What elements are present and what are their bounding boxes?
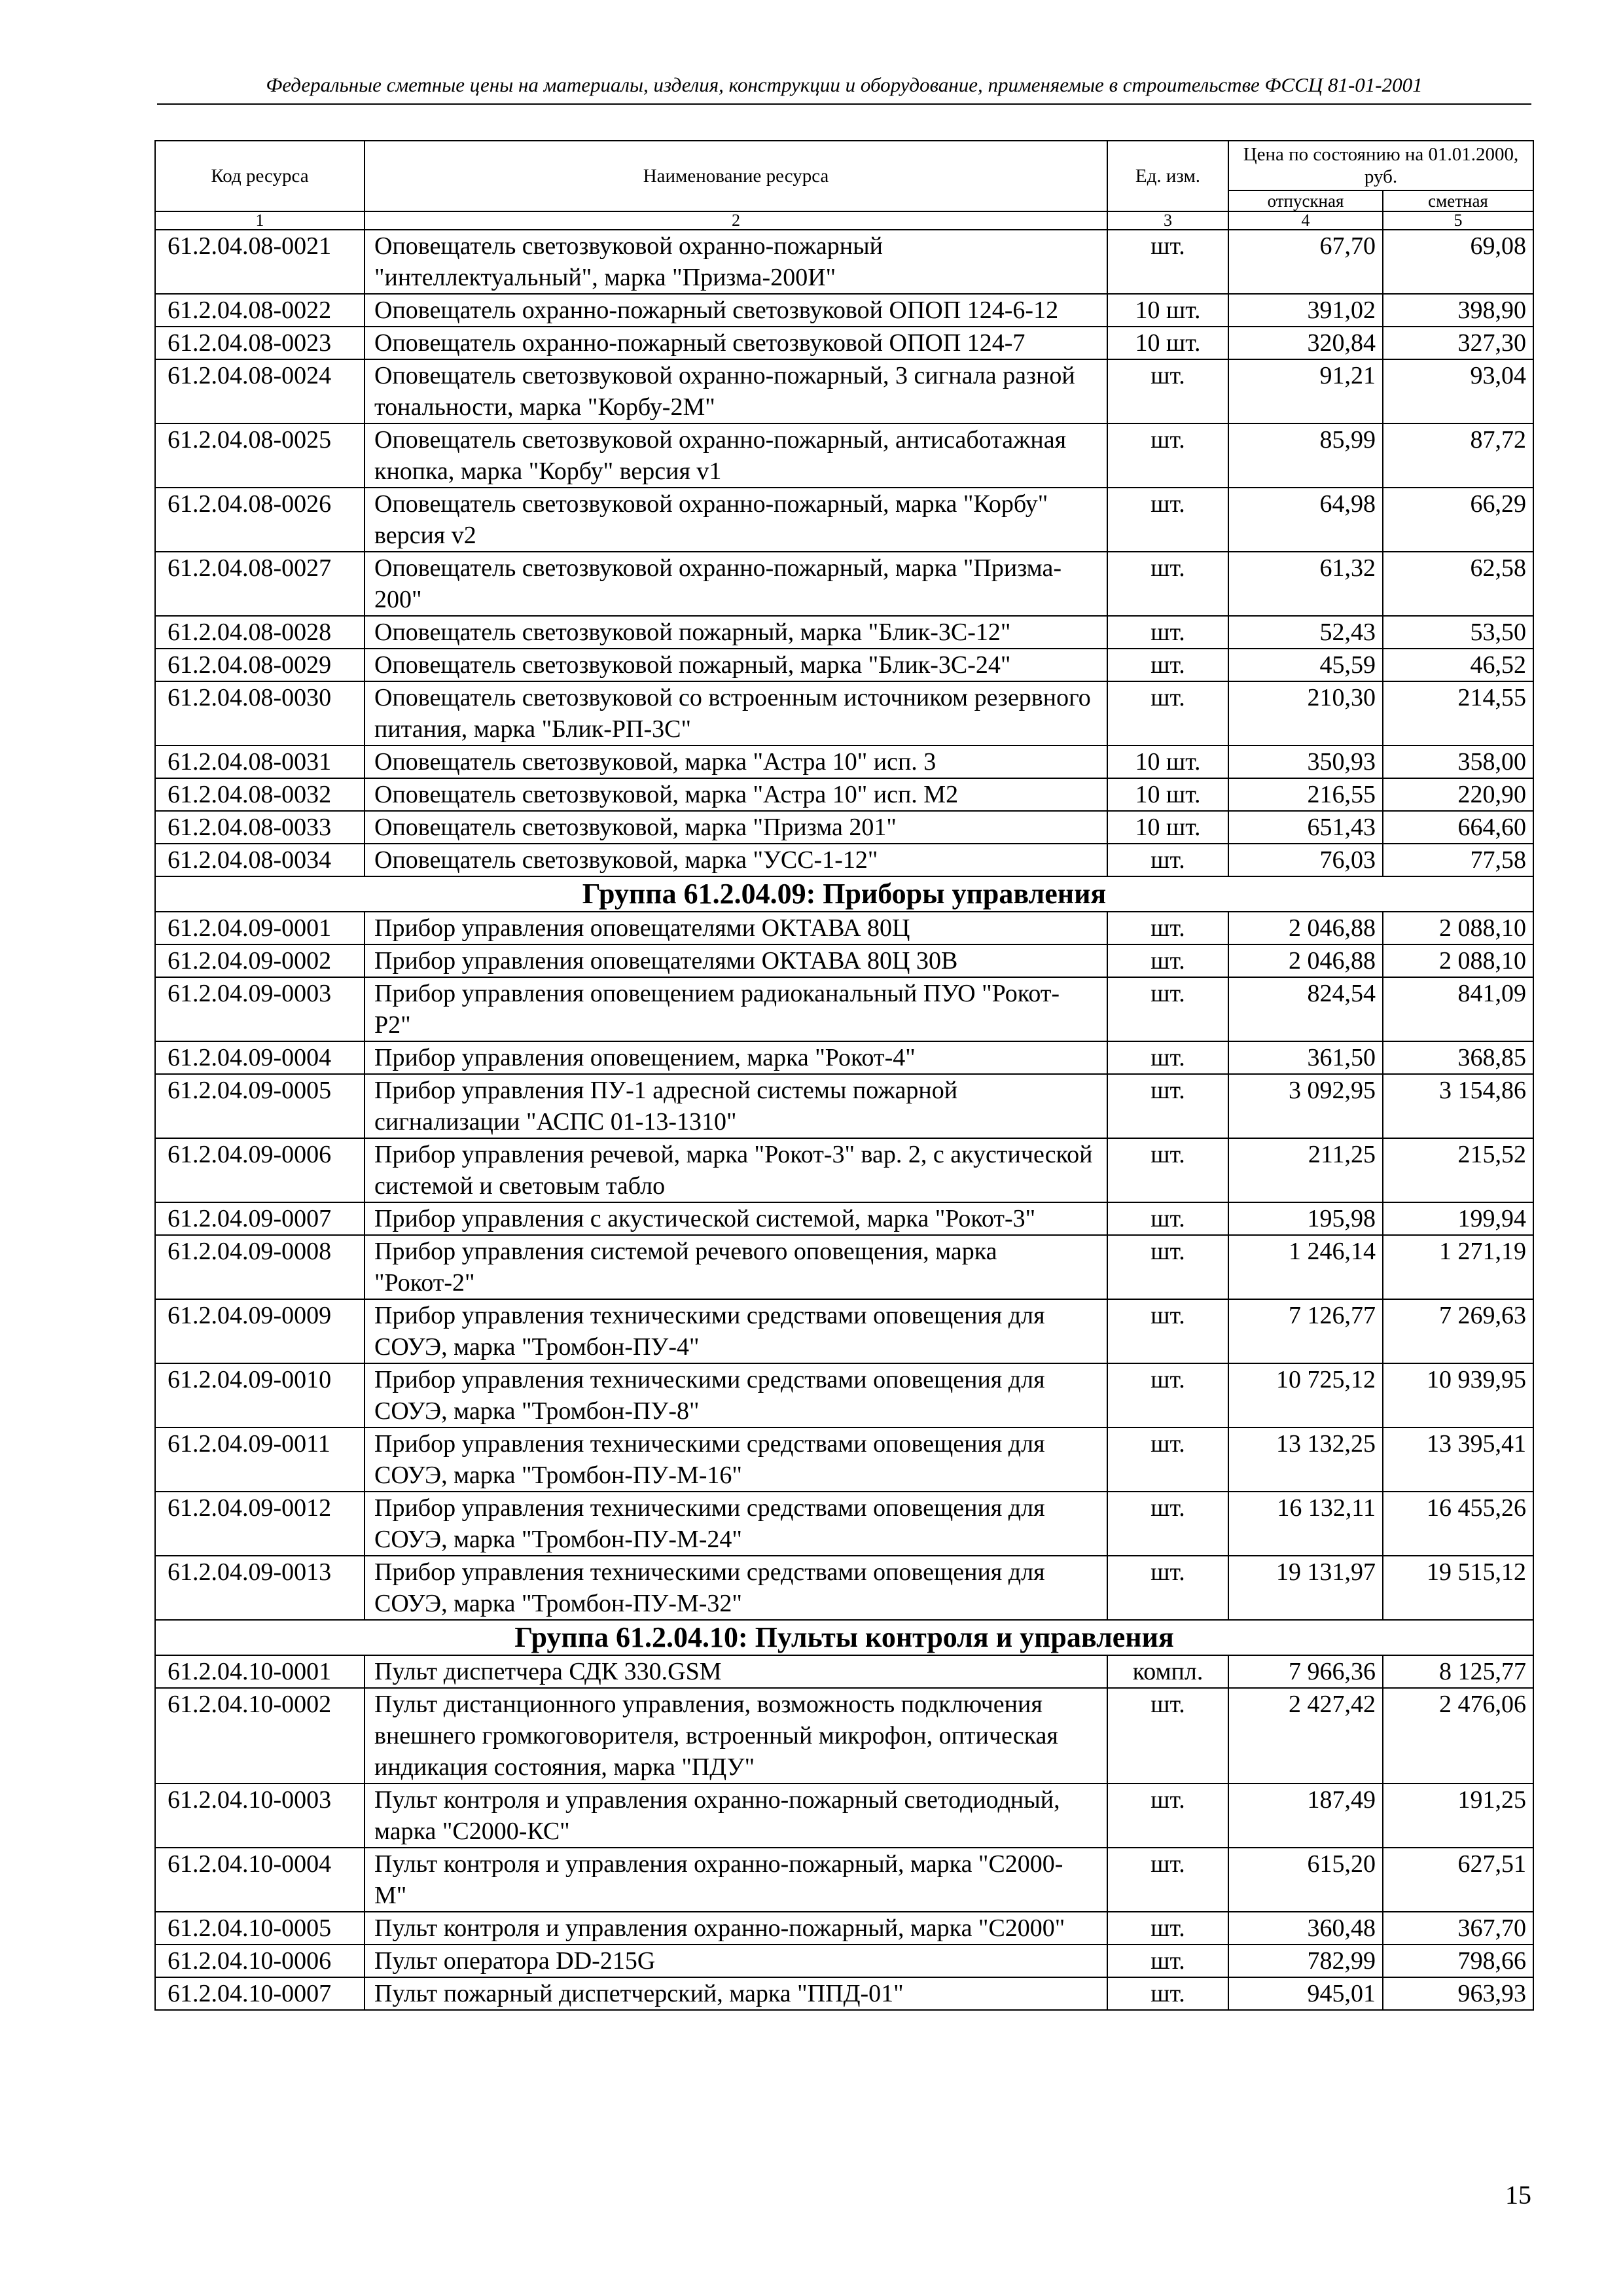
resource-name: Прибор управления техническими средствами оповещения для СОУЭ, марка "Тромбон-ПУ-М-16"	[365, 1427, 1107, 1492]
release-price: 76,03	[1228, 844, 1383, 876]
table-row	[155, 977, 1533, 1041]
resource-unit: шт.	[1107, 1784, 1228, 1848]
release-price: 45,59	[1228, 649, 1383, 681]
resource-name: Оповещатель охранно-пожарный светозвуковой ОПОП 124-7	[365, 327, 1107, 359]
table-row	[155, 1041, 1533, 1074]
resource-name: Оповещатель светозвуковой охранно-пожарный, марка "Призма- 200"	[365, 552, 1107, 616]
table-body	[155, 230, 1533, 2010]
release-price: 824,54	[1228, 977, 1383, 1041]
release-price: 320,84	[1228, 327, 1383, 359]
table-row	[155, 912, 1533, 944]
resource-code: 61.2.04.08-0027	[155, 552, 365, 616]
release-price: 350,93	[1228, 745, 1383, 778]
table-row	[155, 1427, 1533, 1492]
resource-name: Пульт дистанционного управления, возможность подключения внешнего громкоговорителя, встроенный микрофон, оптическая индикация состояния, марка "ПДУ"	[365, 1688, 1107, 1784]
resource-name: Оповещатель светозвуковой, марка "Призма 201"	[365, 811, 1107, 844]
estimate-price: 13 395,41	[1383, 1427, 1533, 1492]
estimate-price: 2 476,06	[1383, 1688, 1533, 1784]
resource-unit: шт.	[1107, 977, 1228, 1041]
resource-code: 61.2.04.09-0013	[155, 1556, 365, 1620]
table-row	[155, 1235, 1533, 1299]
resource-unit: шт.	[1107, 1912, 1228, 1945]
resource-code: 61.2.04.10-0007	[155, 1977, 365, 2010]
resource-unit: шт.	[1107, 552, 1228, 616]
resource-name: Оповещатель светозвуковой, марка "Астра 10" исп. 3	[365, 745, 1107, 778]
resource-code: 61.2.04.08-0023	[155, 327, 365, 359]
release-price: 211,25	[1228, 1138, 1383, 1202]
resource-unit: шт.	[1107, 1492, 1228, 1556]
table-row	[155, 1138, 1533, 1202]
release-price: 61,32	[1228, 552, 1383, 616]
estimate-price: 2 088,10	[1383, 944, 1533, 977]
page-header: Федеральные сметные цены на материалы, изделия, конструкции и оборудование, применяемые в строительстве ФССЦ 81-01-2001	[266, 73, 1423, 96]
resource-unit: 10 шт.	[1107, 811, 1228, 844]
resource-code: 61.2.04.10-0001	[155, 1655, 365, 1688]
resource-name: Оповещатель светозвуковой охранно-пожарный, антисаботажная кнопка, марка "Корбу" версия v1	[365, 423, 1107, 488]
group-row	[155, 876, 1533, 912]
resource-unit: шт.	[1107, 649, 1228, 681]
resource-name: Оповещатель светозвуковой, марка "Астра 10" исп. М2	[365, 778, 1107, 811]
release-price: 64,98	[1228, 488, 1383, 552]
resource-code: 61.2.04.08-0021	[155, 230, 365, 294]
table-row	[155, 1784, 1533, 1848]
resource-unit: шт.	[1107, 1074, 1228, 1138]
resource-name: Пульт контроля и управления охранно-пожарный светодиодный, марка "С2000-КС"	[365, 1784, 1107, 1848]
resource-name: Прибор управления техническими средствами оповещения для СОУЭ, марка "Тромбон-ПУ-4"	[365, 1299, 1107, 1363]
table-row	[155, 488, 1533, 552]
resource-code: 61.2.04.08-0030	[155, 681, 365, 745]
resource-unit: шт.	[1107, 1235, 1228, 1299]
table-row	[155, 1688, 1533, 1784]
estimate-price: 66,29	[1383, 488, 1533, 552]
estimate-price: 46,52	[1383, 649, 1533, 681]
estimate-price: 2 088,10	[1383, 912, 1533, 944]
resource-name: Прибор управления техническими средствами оповещения для СОУЭ, марка "Тромбон-ПУ-М-32"	[365, 1556, 1107, 1620]
estimate-price: 199,94	[1383, 1202, 1533, 1235]
col-number: 4	[1228, 211, 1383, 230]
release-price: 2 046,88	[1228, 912, 1383, 944]
table-row	[155, 1074, 1533, 1138]
header-unit: Ед. изм.	[1107, 141, 1228, 211]
resource-code: 61.2.04.09-0004	[155, 1041, 365, 1074]
table-row	[155, 844, 1533, 876]
resource-name: Пульт контроля и управления охранно-пожарный, марка "С2000- М"	[365, 1848, 1107, 1912]
estimate-price: 7 269,63	[1383, 1299, 1533, 1363]
resource-code: 61.2.04.08-0031	[155, 745, 365, 778]
release-price: 3 092,95	[1228, 1074, 1383, 1138]
resource-unit: шт.	[1107, 488, 1228, 552]
resource-unit: шт.	[1107, 944, 1228, 977]
resource-name: Прибор управления оповещением радиоканальный ПУО "Рокот- Р2"	[365, 977, 1107, 1041]
table-row	[155, 359, 1533, 423]
header-price: Цена по состоянию на 01.01.2000, руб.	[1228, 141, 1533, 190]
resource-name: Оповещатель светозвуковой охранно-пожарный, 3 сигнала разной тональности, марка "Корбу-2М"	[365, 359, 1107, 423]
release-price: 651,43	[1228, 811, 1383, 844]
release-price: 187,49	[1228, 1784, 1383, 1848]
resource-code: 61.2.04.09-0007	[155, 1202, 365, 1235]
resource-code: 61.2.04.10-0002	[155, 1688, 365, 1784]
table-row	[155, 230, 1533, 294]
resource-unit: шт.	[1107, 844, 1228, 876]
table-row	[155, 778, 1533, 811]
resource-unit: шт.	[1107, 1363, 1228, 1427]
table-row	[155, 1655, 1533, 1688]
estimate-price: 215,52	[1383, 1138, 1533, 1202]
resource-unit: шт.	[1107, 1977, 1228, 2010]
table-row	[155, 811, 1533, 844]
estimate-price: 627,51	[1383, 1848, 1533, 1912]
release-price: 91,21	[1228, 359, 1383, 423]
header-name: Наименование ресурса	[365, 141, 1107, 211]
release-price: 391,02	[1228, 294, 1383, 327]
estimate-price: 327,30	[1383, 327, 1533, 359]
price-table	[154, 140, 1534, 2011]
table-row	[155, 294, 1533, 327]
release-price: 615,20	[1228, 1848, 1383, 1912]
estimate-price: 10 939,95	[1383, 1363, 1533, 1427]
resource-name: Прибор управления речевой, марка "Рокот-3" вар. 2, с акустической системой и световым табло	[365, 1138, 1107, 1202]
resource-unit: шт.	[1107, 912, 1228, 944]
release-price: 85,99	[1228, 423, 1383, 488]
table-row	[155, 423, 1533, 488]
resource-name: Оповещатель светозвуковой пожарный, марка "Блик-3С-12"	[365, 616, 1107, 649]
resource-code: 61.2.04.08-0034	[155, 844, 365, 876]
resource-unit: шт.	[1107, 1427, 1228, 1492]
col-number: 2	[365, 211, 1107, 230]
resource-unit: 10 шт.	[1107, 745, 1228, 778]
resource-code: 61.2.04.08-0033	[155, 811, 365, 844]
estimate-price: 93,04	[1383, 359, 1533, 423]
resource-code: 61.2.04.09-0009	[155, 1299, 365, 1363]
resource-code: 61.2.04.09-0002	[155, 944, 365, 977]
table-row	[155, 1556, 1533, 1620]
resource-unit: шт.	[1107, 359, 1228, 423]
release-price: 13 132,25	[1228, 1427, 1383, 1492]
resource-name: Пульт пожарный диспетчерский, марка "ППД-01"	[365, 1977, 1107, 2010]
header-code: Код ресурса	[155, 141, 365, 211]
group-row	[155, 1620, 1533, 1655]
group-title: Группа 61.2.04.09: Приборы управления	[155, 876, 1533, 912]
resource-code: 61.2.04.08-0022	[155, 294, 365, 327]
table-row	[155, 1848, 1533, 1912]
release-price: 7 966,36	[1228, 1655, 1383, 1688]
table-row	[155, 616, 1533, 649]
resource-unit: шт.	[1107, 423, 1228, 488]
resource-name: Прибор управления техническими средствами оповещения для СОУЭ, марка "Тромбон-ПУ-8"	[365, 1363, 1107, 1427]
table-row	[155, 327, 1533, 359]
resource-code: 61.2.04.10-0005	[155, 1912, 365, 1945]
release-price: 216,55	[1228, 778, 1383, 811]
release-price: 782,99	[1228, 1945, 1383, 1977]
resource-code: 61.2.04.09-0008	[155, 1235, 365, 1299]
resource-code: 61.2.04.09-0006	[155, 1138, 365, 1202]
resource-name: Прибор управления оповещателями ОКТАВА 80Ц	[365, 912, 1107, 944]
resource-name: Пульт диспетчера СДК 330.GSM	[365, 1655, 1107, 1688]
page-number: 15	[1505, 2180, 1531, 2210]
resource-unit: 10 шт.	[1107, 778, 1228, 811]
release-price: 2 427,42	[1228, 1688, 1383, 1784]
resource-unit: шт.	[1107, 1138, 1228, 1202]
resource-name: Оповещатель светозвуковой охранно-пожарный "интеллектуальный", марка "Призма-200И"	[365, 230, 1107, 294]
release-price: 19 131,97	[1228, 1556, 1383, 1620]
resource-name: Прибор управления техническими средствами оповещения для СОУЭ, марка "Тромбон-ПУ-М-24"	[365, 1492, 1107, 1556]
estimate-price: 798,66	[1383, 1945, 1533, 1977]
estimate-price: 963,93	[1383, 1977, 1533, 2010]
table-row	[155, 1492, 1533, 1556]
table-row	[155, 1977, 1533, 2010]
release-price: 10 725,12	[1228, 1363, 1383, 1427]
resource-code: 61.2.04.08-0029	[155, 649, 365, 681]
resource-code: 61.2.04.10-0006	[155, 1945, 365, 1977]
header-estimate: сметная	[1383, 190, 1533, 211]
estimate-price: 1 271,19	[1383, 1235, 1533, 1299]
estimate-price: 19 515,12	[1383, 1556, 1533, 1620]
estimate-price: 841,09	[1383, 977, 1533, 1041]
resource-code: 61.2.04.08-0032	[155, 778, 365, 811]
release-price: 52,43	[1228, 616, 1383, 649]
resource-name: Прибор управления оповещателями ОКТАВА 80Ц 30В	[365, 944, 1107, 977]
release-price: 67,70	[1228, 230, 1383, 294]
estimate-price: 664,60	[1383, 811, 1533, 844]
release-price: 210,30	[1228, 681, 1383, 745]
col-number: 5	[1383, 211, 1533, 230]
table-row	[155, 1363, 1533, 1427]
estimate-price: 3 154,86	[1383, 1074, 1533, 1138]
header-rule	[157, 103, 1531, 105]
col-number: 1	[155, 211, 365, 230]
table-row	[155, 681, 1533, 745]
table-row	[155, 552, 1533, 616]
resource-name: Пульт оператора DD-215G	[365, 1945, 1107, 1977]
estimate-price: 87,72	[1383, 423, 1533, 488]
resource-name: Оповещатель светозвуковой, марка "УСС-1-12"	[365, 844, 1107, 876]
resource-code: 61.2.04.08-0028	[155, 616, 365, 649]
resource-code: 61.2.04.08-0024	[155, 359, 365, 423]
table-row	[155, 649, 1533, 681]
estimate-price: 53,50	[1383, 616, 1533, 649]
table-row	[155, 1945, 1533, 1977]
release-price: 360,48	[1228, 1912, 1383, 1945]
resource-unit: шт.	[1107, 230, 1228, 294]
table-row	[155, 1299, 1533, 1363]
estimate-price: 368,85	[1383, 1041, 1533, 1074]
resource-name: Прибор управления с акустической системой, марка "Рокот-3"	[365, 1202, 1107, 1235]
estimate-price: 398,90	[1383, 294, 1533, 327]
resource-name: Оповещатель охранно-пожарный светозвуковой ОПОП 124-6-12	[365, 294, 1107, 327]
estimate-price: 214,55	[1383, 681, 1533, 745]
estimate-price: 69,08	[1383, 230, 1533, 294]
estimate-price: 62,58	[1383, 552, 1533, 616]
resource-name: Прибор управления оповещением, марка "Рокот-4"	[365, 1041, 1107, 1074]
resource-unit: шт.	[1107, 616, 1228, 649]
resource-unit: компл.	[1107, 1655, 1228, 1688]
table-row	[155, 1912, 1533, 1945]
resource-code: 61.2.04.09-0001	[155, 912, 365, 944]
resource-unit: 10 шт.	[1107, 327, 1228, 359]
col-number: 3	[1107, 211, 1228, 230]
estimate-price: 77,58	[1383, 844, 1533, 876]
estimate-price: 358,00	[1383, 745, 1533, 778]
estimate-price: 220,90	[1383, 778, 1533, 811]
resource-name: Оповещатель светозвуковой пожарный, марка "Блик-3С-24"	[365, 649, 1107, 681]
resource-unit: шт.	[1107, 1688, 1228, 1784]
table-row	[155, 1202, 1533, 1235]
resource-code: 61.2.04.09-0010	[155, 1363, 365, 1427]
release-price: 1 246,14	[1228, 1235, 1383, 1299]
resource-unit: шт.	[1107, 1556, 1228, 1620]
resource-code: 61.2.04.10-0004	[155, 1848, 365, 1912]
resource-unit: шт.	[1107, 1848, 1228, 1912]
resource-unit: шт.	[1107, 1299, 1228, 1363]
release-price: 7 126,77	[1228, 1299, 1383, 1363]
resource-code: 61.2.04.09-0005	[155, 1074, 365, 1138]
release-price: 945,01	[1228, 1977, 1383, 2010]
release-price: 195,98	[1228, 1202, 1383, 1235]
release-price: 361,50	[1228, 1041, 1383, 1074]
estimate-price: 367,70	[1383, 1912, 1533, 1945]
resource-code: 61.2.04.09-0003	[155, 977, 365, 1041]
resource-name: Пульт контроля и управления охранно-пожарный, марка "С2000"	[365, 1912, 1107, 1945]
resource-code: 61.2.04.08-0025	[155, 423, 365, 488]
release-price: 16 132,11	[1228, 1492, 1383, 1556]
resource-unit: шт.	[1107, 1202, 1228, 1235]
table-row	[155, 745, 1533, 778]
resource-name: Оповещатель светозвуковой со встроенным источником резервного питания, марка "Блик-РП-3С"	[365, 681, 1107, 745]
resource-unit: шт.	[1107, 1041, 1228, 1074]
resource-name: Оповещатель светозвуковой охранно-пожарный, марка "Корбу" версия v2	[365, 488, 1107, 552]
resource-code: 61.2.04.08-0026	[155, 488, 365, 552]
estimate-price: 8 125,77	[1383, 1655, 1533, 1688]
resource-code: 61.2.04.10-0003	[155, 1784, 365, 1848]
estimate-price: 191,25	[1383, 1784, 1533, 1848]
resource-name: Прибор управления системой речевого оповещения, марка "Рокот-2"	[365, 1235, 1107, 1299]
table-row	[155, 944, 1533, 977]
resource-unit: 10 шт.	[1107, 294, 1228, 327]
header-release: отпускная	[1228, 190, 1383, 211]
resource-code: 61.2.04.09-0012	[155, 1492, 365, 1556]
estimate-price: 16 455,26	[1383, 1492, 1533, 1556]
group-title: Группа 61.2.04.10: Пульты контроля и управления	[155, 1620, 1533, 1655]
resource-code: 61.2.04.09-0011	[155, 1427, 365, 1492]
resource-name: Прибор управления ПУ-1 адресной системы пожарной сигнализации "АСПС 01-13-1310"	[365, 1074, 1107, 1138]
resource-unit: шт.	[1107, 1945, 1228, 1977]
resource-unit: шт.	[1107, 681, 1228, 745]
release-price: 2 046,88	[1228, 944, 1383, 977]
